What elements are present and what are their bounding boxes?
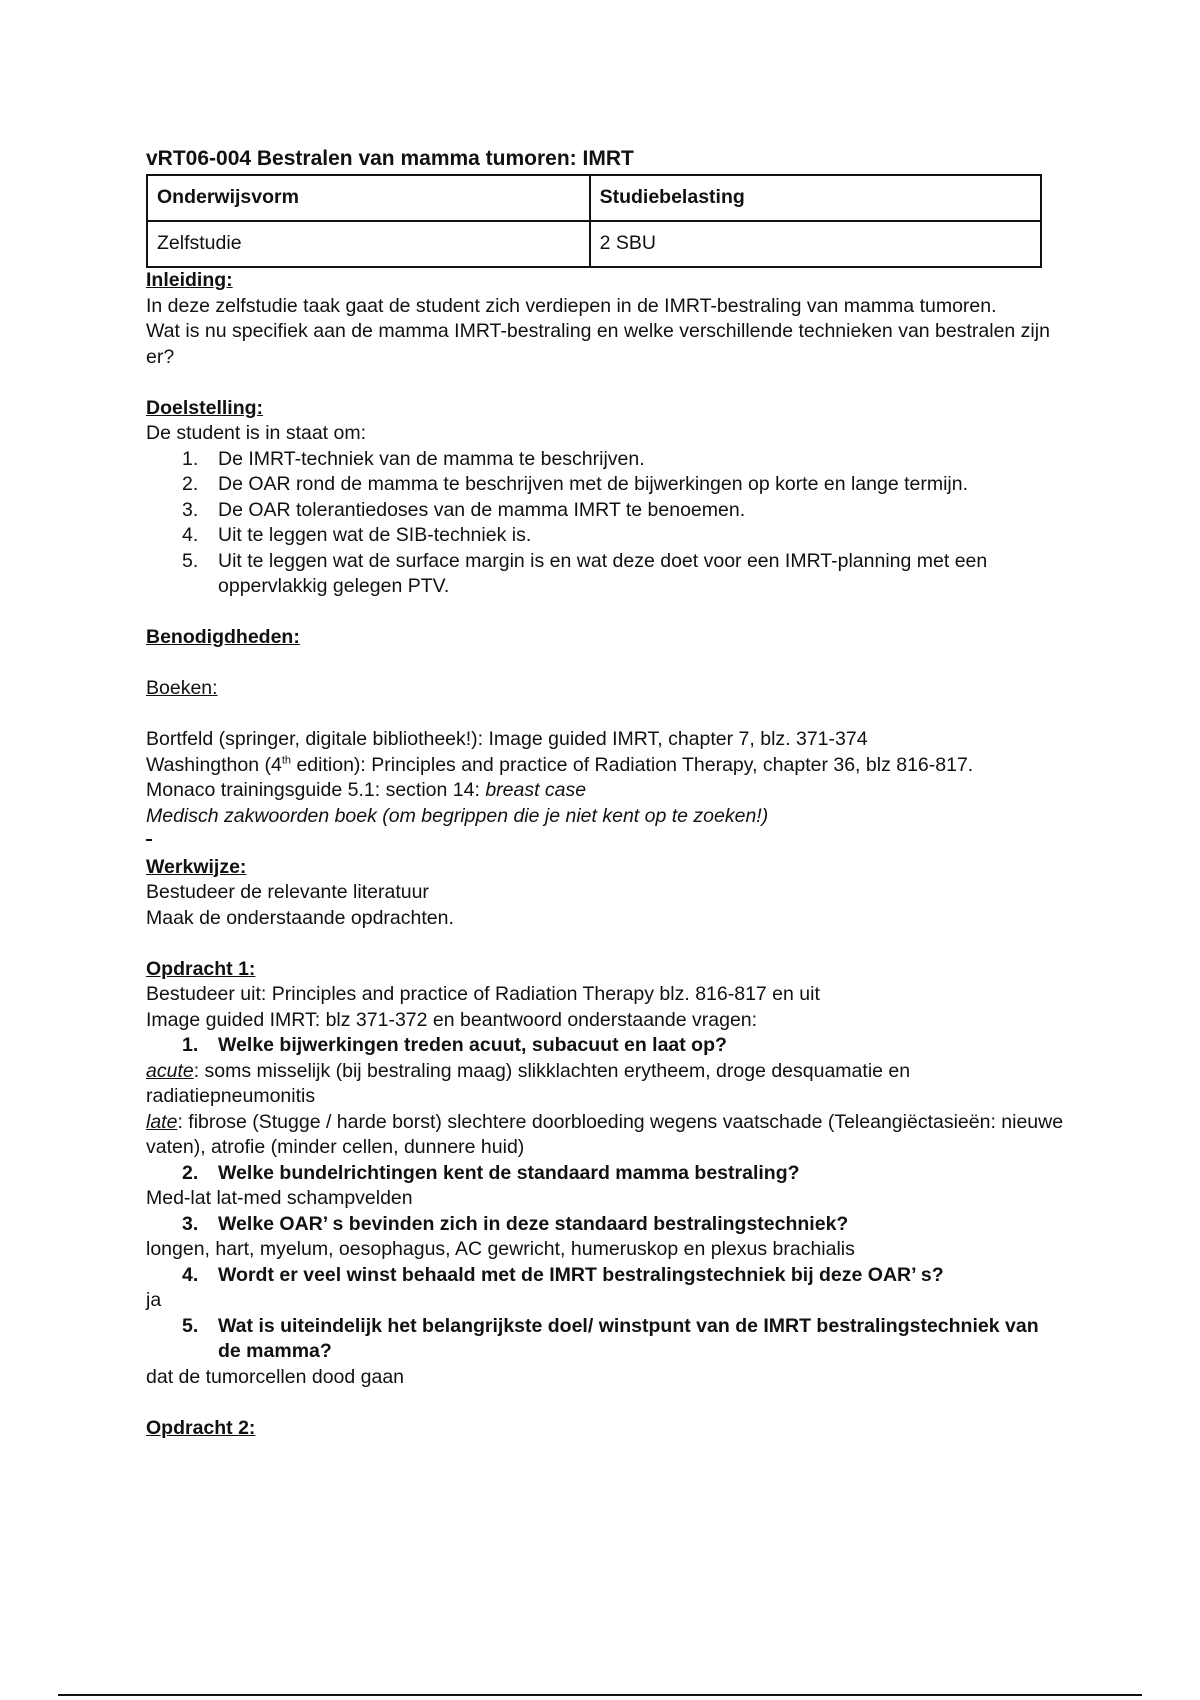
book-bortfeld: Bortfeld (springer, digitale bibliotheek!): Image guided IMRT, chapter 7, blz. 371-374 bbox=[146, 728, 868, 750]
list-number: 4. bbox=[182, 524, 199, 546]
question-list-5 bbox=[146, 1314, 1066, 1365]
table-cell-studiebelasting: 2 SBU bbox=[590, 221, 1041, 267]
question-list-4 bbox=[146, 1263, 1066, 1289]
document-page bbox=[146, 146, 1066, 1441]
book-monaco bbox=[146, 778, 1066, 804]
inleiding-heading: Inleiding: bbox=[146, 269, 233, 291]
opdracht1-intro-2: Image guided IMRT: blz 371-372 en beantwoord onderstaande vragen: bbox=[146, 1008, 758, 1031]
stray-dash bbox=[146, 829, 1066, 855]
answer-late-text: : fibrose (Stugge / harde borst) slechtere doorbloeding wegens vaatschade (Teleangiëctasieën: nieuwe vaten), atrofie (minder cellen, dunnere huid) bbox=[146, 1110, 1064, 1158]
book-monaco-italic: breast case bbox=[485, 779, 587, 801]
werkwijze-heading: Werkwijze: bbox=[146, 855, 247, 878]
spacer bbox=[146, 600, 1066, 626]
answer-2: Med-lat lat-med schampvelden bbox=[146, 1187, 413, 1209]
werkwijze-section bbox=[146, 855, 1066, 932]
doelstelling-list bbox=[146, 447, 1066, 600]
answer-acute-text: : soms misselijk (bij bestraling maag) slikklachten erytheem, droge desquamatie en radiatiepneumonitis bbox=[146, 1059, 911, 1107]
question-number: 3. bbox=[182, 1212, 199, 1235]
list-item bbox=[146, 523, 1066, 549]
list-item-text: Uit te leggen wat de SIB-techniek is. bbox=[218, 524, 532, 546]
list-item bbox=[146, 472, 1066, 498]
list-item-text: Uit te leggen wat de surface margin is en wat deze doet voor een IMRT-planning met een oppervlakkig gelegen PTV. bbox=[218, 549, 988, 597]
opdracht2-section bbox=[146, 1416, 1066, 1442]
question-list-1 bbox=[146, 1033, 1066, 1059]
question-list-3 bbox=[146, 1212, 1066, 1238]
list-item-text: De OAR rond de mamma te beschrijven met de bijwerkingen op korte en lange termijn. bbox=[218, 473, 969, 495]
table-cell-onderwijsvorm: Zelfstudie bbox=[147, 221, 590, 267]
benodigdheden-heading: Benodigdheden: bbox=[146, 626, 300, 648]
book-medisch: Medisch zakwoorden boek (om begrippen die je niet kent op te zoeken!) bbox=[146, 804, 769, 827]
list-number: 1. bbox=[182, 447, 199, 470]
spacer bbox=[146, 651, 1066, 677]
question-text: Wordt er veel winst behaald met de IMRT bestralingstechniek bij deze OAR’ s? bbox=[218, 1263, 944, 1286]
question-number: 5. bbox=[182, 1314, 199, 1337]
doelstelling-intro: De student is in staat om: bbox=[146, 422, 367, 444]
spacer bbox=[146, 1390, 1066, 1416]
inleiding-paragraph-2: Wat is nu specifiek aan de mamma IMRT-bestraling en welke verschillende technieken van bestralen zijn er? bbox=[146, 320, 1050, 368]
question-list-2 bbox=[146, 1161, 1066, 1187]
list-item-text: De OAR tolerantiedoses van de mamma IMRT te benoemen. bbox=[218, 498, 746, 521]
doelstelling-heading: Doelstelling: bbox=[146, 396, 264, 419]
inleiding-section bbox=[146, 268, 1066, 370]
question-1 bbox=[146, 1033, 1066, 1059]
question-3 bbox=[146, 1212, 1066, 1238]
list-item-text: De IMRT-techniek van de mamma te beschrijven. bbox=[218, 447, 645, 470]
table-header-studiebelasting: Studiebelasting bbox=[590, 175, 1041, 221]
answer-3: longen, hart, myelum, oesophagus, AC gewricht, humeruskop en plexus brachialis bbox=[146, 1238, 855, 1260]
table-header-onderwijsvorm: Onderwijsvorm bbox=[147, 175, 590, 221]
question-2 bbox=[146, 1161, 1066, 1187]
question-text: Welke bundelrichtingen kent de standaard mamma bestraling? bbox=[218, 1161, 800, 1184]
table-header-row bbox=[147, 175, 1041, 221]
answer-late-label: late bbox=[146, 1110, 178, 1133]
question-number: 4. bbox=[182, 1263, 199, 1286]
benodigdheden-section bbox=[146, 625, 1066, 829]
spacer bbox=[146, 702, 1066, 728]
dash-mark bbox=[146, 839, 152, 841]
question-number: 2. bbox=[182, 1161, 199, 1184]
list-number: 2. bbox=[182, 473, 199, 495]
werkwijze-line-2: Maak de onderstaande opdrachten. bbox=[146, 906, 454, 929]
book-washington-sup: th bbox=[281, 754, 292, 766]
opdracht2-heading: Opdracht 2: bbox=[146, 1416, 256, 1439]
boeken-label: Boeken: bbox=[146, 677, 218, 699]
course-info-table bbox=[146, 174, 1042, 268]
list-item bbox=[146, 549, 1066, 600]
spacer bbox=[146, 370, 1066, 396]
list-number: 3. bbox=[182, 498, 199, 521]
question-text: Welke OAR’ s bevinden zich in deze standaard bestralingstechniek? bbox=[218, 1212, 849, 1235]
doelstelling-section bbox=[146, 396, 1066, 600]
inleiding-paragraph-1: In deze zelfstudie taak gaat de student zich verdiepen in de IMRT-bestraling van mamma tumoren. bbox=[146, 294, 997, 317]
book-washington-pre: Washingthon (4 bbox=[146, 753, 282, 776]
question-4 bbox=[146, 1263, 1066, 1289]
question-text: Welke bijwerkingen treden acuut, subacuut en laat op? bbox=[218, 1034, 727, 1056]
question-5 bbox=[146, 1314, 1066, 1365]
book-monaco-pre: Monaco trainingsguide 5.1: section 14: bbox=[146, 779, 486, 801]
answer-1-acute bbox=[146, 1059, 1066, 1110]
spacer bbox=[146, 931, 1066, 957]
book-washington-post: edition): Principles and practice of Radiation Therapy, chapter 36, blz 816-817. bbox=[291, 753, 974, 776]
list-number: 5. bbox=[182, 549, 199, 572]
question-number: 1. bbox=[182, 1034, 199, 1056]
question-text: Wat is uiteindelijk het belangrijkste doel/ winstpunt van de IMRT bestralingstechniek van de mamma? bbox=[218, 1314, 1039, 1362]
document-title: vRT06-004 Bestralen van mamma tumoren: IMRT bbox=[146, 147, 634, 170]
answer-4: ja bbox=[146, 1289, 162, 1311]
answer-1-late bbox=[146, 1110, 1066, 1161]
table-row bbox=[147, 221, 1041, 267]
bottom-divider bbox=[58, 1694, 1142, 1696]
opdracht1-section bbox=[146, 957, 1066, 1391]
opdracht1-intro-1: Bestudeer uit: Principles and practice of Radiation Therapy blz. 816-817 en uit bbox=[146, 983, 820, 1005]
answer-acute-label: acute bbox=[146, 1059, 194, 1082]
werkwijze-line-1: Bestudeer de relevante literatuur bbox=[146, 881, 429, 903]
list-item bbox=[146, 447, 1066, 473]
list-item bbox=[146, 498, 1066, 524]
opdracht1-heading: Opdracht 1: bbox=[146, 957, 256, 980]
answer-5: dat de tumorcellen dood gaan bbox=[146, 1365, 405, 1388]
book-washington bbox=[146, 753, 1066, 779]
